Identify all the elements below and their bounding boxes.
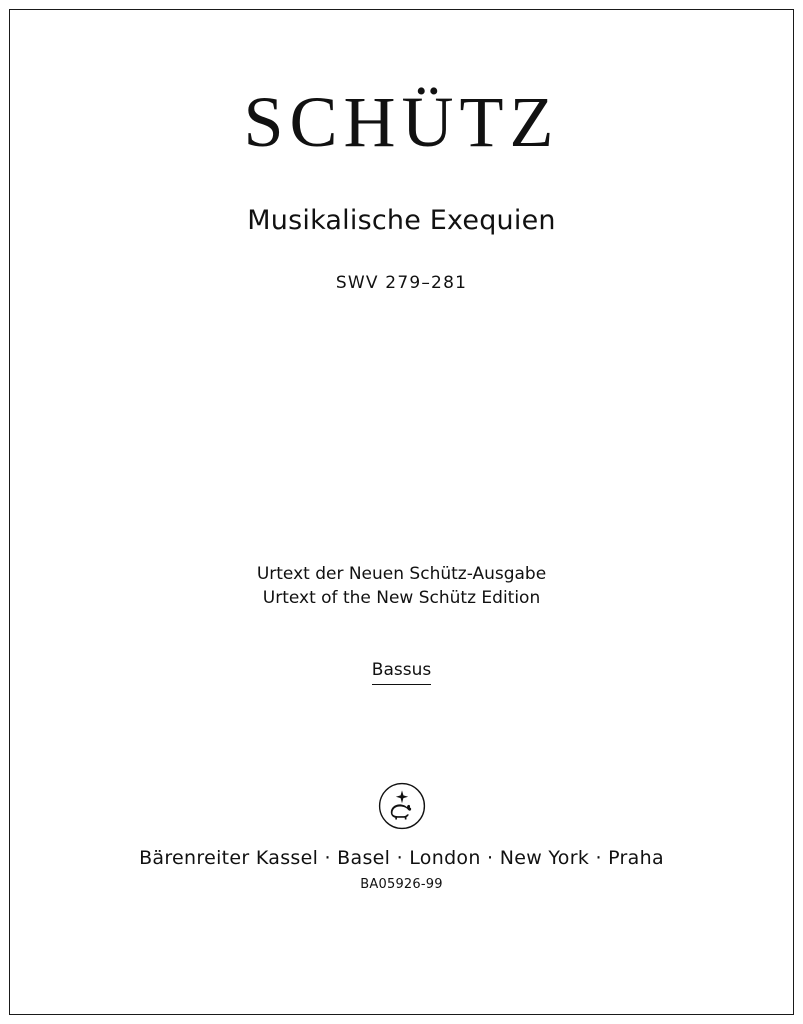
work-title: Musikalische Exequien: [247, 205, 556, 236]
urtext-statement-english: Urtext of the New Schütz Edition: [262, 588, 541, 609]
catalogue-number: SWV 279–281: [335, 273, 468, 293]
urtext-statement: [257, 562, 546, 610]
urtext-statement-german: Urtext der Neuen Schütz-Ausgabe: [256, 564, 547, 584]
composer-name: SCHÜTZ: [243, 82, 560, 162]
publisher-line: Bärenreiter Kassel · Basel · London · New York · Praha: [139, 846, 664, 869]
baerenreiter-bear-logo-icon: [374, 778, 430, 834]
plate-number: BA05926-99: [360, 876, 443, 892]
part-name: Bassus: [372, 660, 431, 684]
